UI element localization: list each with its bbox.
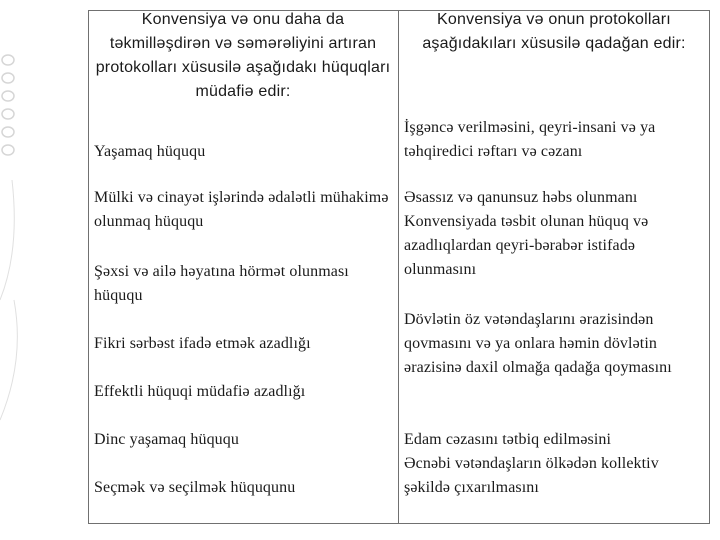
left-item-effective-remedy: Effektli hüquqi müdafiə azadlığı xyxy=(94,383,306,400)
right-item-collective-expulsion: Əcnəbi vətəndaşların ölkədən kollektiv şəkildə çıxarılmasını xyxy=(404,455,659,496)
left-item-electoral-rights: Seçmək və seçilmək hüququnu xyxy=(94,479,296,496)
column-divider xyxy=(398,10,399,524)
right-item-unlawful-detention: Əsassız və qanunsuz həbs olunmanı Konvensiyada təsbit olunan hüquq və azadlıqlardan qeyri-bərabər istifadə olunmasını xyxy=(404,189,649,278)
right-item-expulsion-nationals: Dövlətin öz vətəndaşlarını ərazisindən qovmasını və ya onlara həmin dövlətin ərazisinə daxil olmağa qadağa qoymasını xyxy=(404,311,672,376)
left-column-header: Konvensiya və onu daha da təkmilləşdirən və səmərəliyini artıran protokolları xüsusilə aşağıdakı hüquqları müdafiə edir: xyxy=(95,11,391,100)
left-item-private-family-life: Şəxsi və ailə həyatına hörmət olunması hüququ xyxy=(94,263,349,304)
decorative-rings xyxy=(0,0,40,540)
left-item-freedom-of-expression: Fikri sərbəst ifadə etmək azadlığı xyxy=(94,335,311,352)
right-column-header: Konvensiya və onun protokolları aşağıdakıları xüsusilə qadağan edir: xyxy=(422,11,686,52)
left-item-peaceful-life: Dinc yaşamaq hüququ xyxy=(94,431,239,448)
left-item-fair-trial: Mülki və cinayət işlərində ədalətli mühakimə olunmaq hüququ xyxy=(94,189,389,230)
right-item-torture: İşgəncə verilməsini, qeyri-insani və ya təhqiredici rəftarı və cəzanı xyxy=(404,119,656,160)
left-item-right-to-life: Yaşamaq hüququ xyxy=(94,143,206,160)
right-item-death-penalty: Edam cəzasını tətbiq edilməsini xyxy=(404,431,612,448)
